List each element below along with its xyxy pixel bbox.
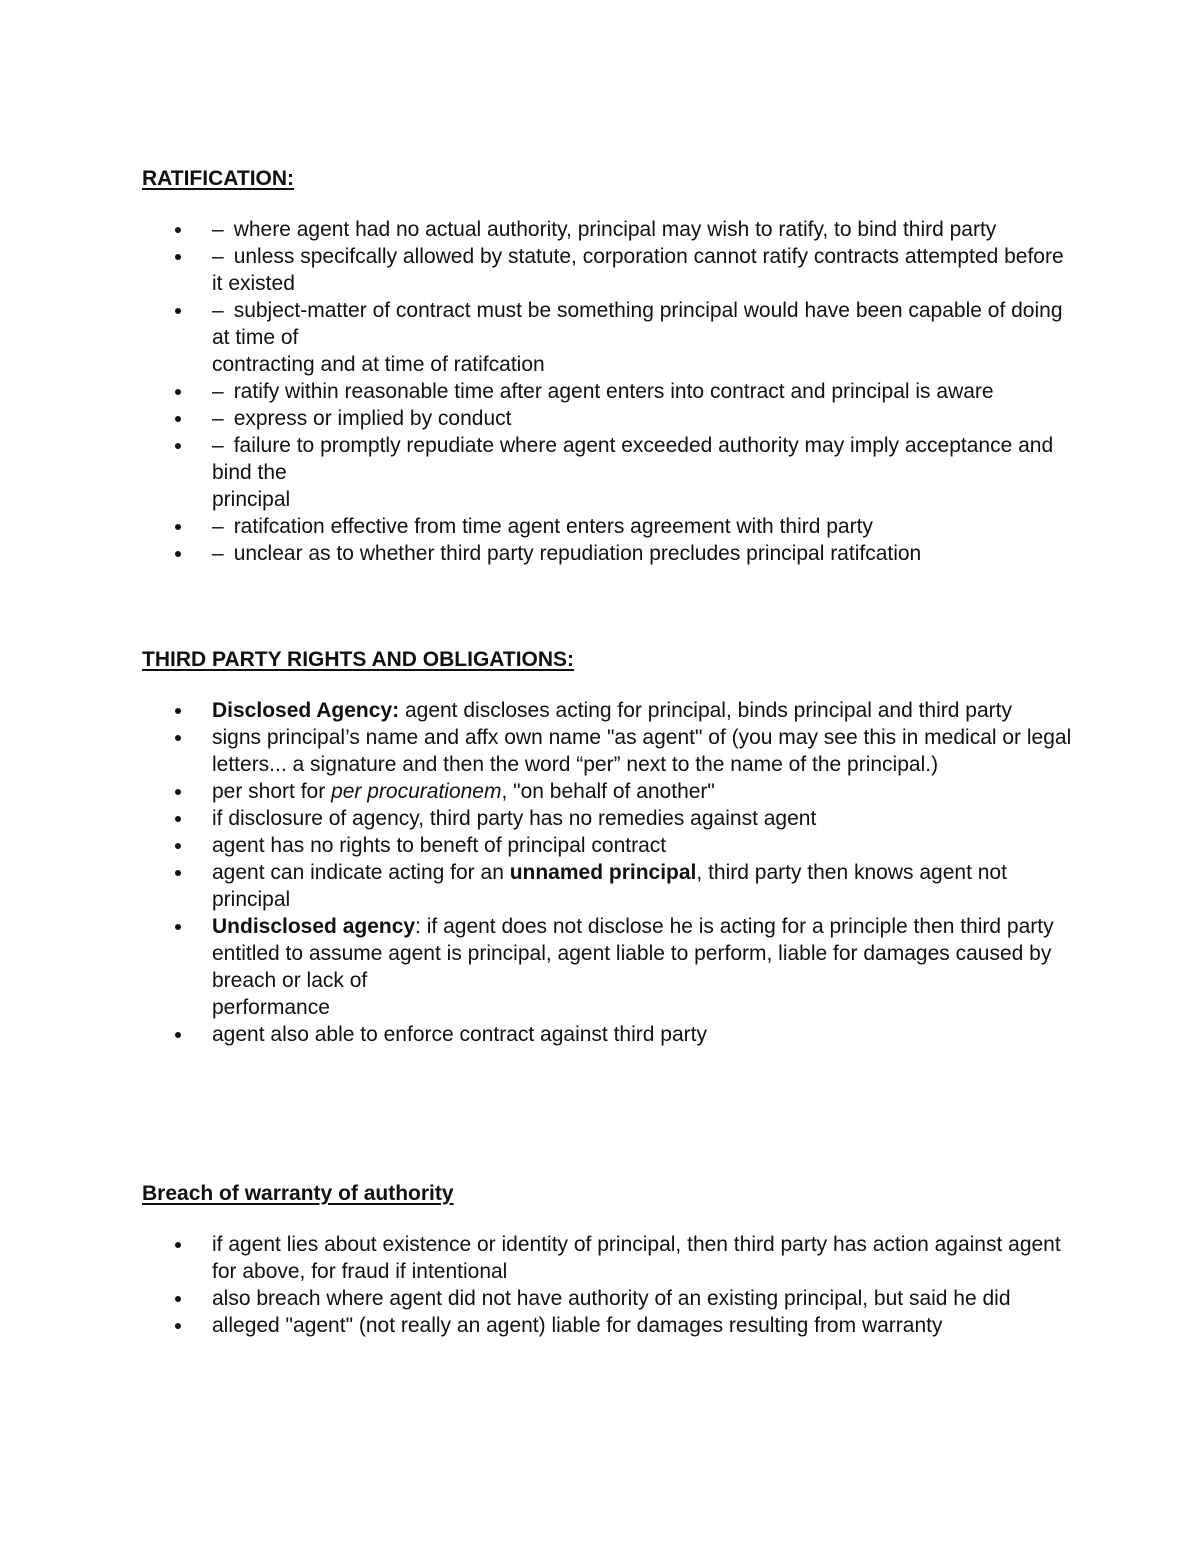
list-item bbox=[142, 1312, 1072, 1339]
list-item bbox=[142, 859, 1072, 913]
dash-mark: – bbox=[212, 299, 224, 322]
bullet-icon bbox=[175, 254, 181, 260]
list-item-text: where agent had no actual authority, principal may wish to ratify, to bind third party bbox=[233, 218, 997, 241]
list-item-text-continued: principal bbox=[212, 488, 291, 511]
breach-list bbox=[142, 1231, 1072, 1339]
list-item-text-suffix: , "on behalf of another" bbox=[501, 780, 715, 803]
dash-mark: – bbox=[212, 434, 224, 457]
list-item bbox=[142, 1231, 1072, 1285]
list-item bbox=[142, 778, 1072, 805]
ratification-section bbox=[142, 165, 1072, 567]
list-item-text: alleged "agent" (not really an agent) liable for damages resulting from warranty bbox=[212, 1314, 943, 1337]
dash-mark: – bbox=[212, 407, 224, 430]
list-item-text: unless specifcally allowed by statute, corporation cannot ratify contracts attempted before it existed bbox=[212, 245, 1064, 295]
list-item-text: ratifcation effective from time agent enters agreement with third party bbox=[233, 515, 873, 538]
bullet-icon bbox=[175, 1323, 181, 1329]
breach-section bbox=[142, 1180, 1072, 1339]
bullet-icon bbox=[175, 708, 181, 714]
list-item bbox=[142, 1021, 1072, 1048]
list-item bbox=[142, 216, 1072, 243]
list-item-text-continued: contracting and at time of ratifcation bbox=[212, 353, 545, 376]
list-item-text: subject-matter of contract must be something principal would have been capable of doing at time of bbox=[212, 299, 1063, 349]
list-item-text: also breach where agent did not have authority of an existing principal, but said he did bbox=[212, 1287, 1011, 1310]
list-item bbox=[142, 832, 1072, 859]
dash-mark: – bbox=[212, 515, 224, 538]
italic-term: per procurationem bbox=[331, 780, 502, 803]
breach-heading: Breach of warranty of authority bbox=[142, 1182, 454, 1205]
list-item-text: if disclosure of agency, third party has no remedies against agent bbox=[212, 807, 817, 830]
list-item-text-suffix: , third party then knows agent not principal bbox=[212, 861, 1007, 911]
dash-mark: – bbox=[212, 542, 224, 565]
list-item bbox=[142, 540, 1072, 567]
ratification-heading: RATIFICATION: bbox=[142, 167, 295, 190]
bullet-icon bbox=[175, 816, 181, 822]
list-item-text: if agent lies about existence or identity of principal, then third party has action against agent for above, for fraud if intentional bbox=[212, 1233, 1061, 1283]
list-item bbox=[142, 378, 1072, 405]
list-item bbox=[142, 1285, 1072, 1312]
bullet-icon bbox=[175, 524, 181, 530]
bullet-icon bbox=[175, 389, 181, 395]
list-item bbox=[142, 405, 1072, 432]
bullet-icon bbox=[175, 416, 181, 422]
bold-term: Disclosed Agency: bbox=[212, 699, 400, 722]
bullet-icon bbox=[175, 443, 181, 449]
bold-term: unnamed principal bbox=[509, 861, 697, 884]
dash-mark: – bbox=[212, 380, 224, 403]
third-party-list bbox=[142, 697, 1072, 1048]
list-item bbox=[142, 913, 1072, 1021]
bullet-icon bbox=[175, 227, 181, 233]
list-item-text: : if agent does not disclose he is acting for a principle then third party entitled to assume agent is principal, agent liable to perform, liable for damages caused by breach or lack of bbox=[212, 915, 1054, 992]
bold-term: Undisclosed agency bbox=[212, 915, 416, 938]
list-item-text: agent also able to enforce contract against third party bbox=[212, 1023, 707, 1046]
list-item bbox=[142, 432, 1072, 513]
bullet-icon bbox=[175, 924, 181, 930]
list-item bbox=[142, 697, 1072, 724]
bullet-icon bbox=[175, 735, 181, 741]
list-item bbox=[142, 243, 1072, 297]
bullet-icon bbox=[175, 789, 181, 795]
list-item-text: ratify within reasonable time after agent enters into contract and principal is aware bbox=[233, 380, 994, 403]
list-item-text-continued: performance bbox=[212, 996, 330, 1019]
dash-mark: – bbox=[212, 218, 224, 241]
list-item-text: per short for bbox=[212, 780, 332, 803]
ratification-list bbox=[142, 216, 1072, 567]
third-party-heading: THIRD PARTY RIGHTS AND OBLIGATIONS: bbox=[142, 648, 575, 671]
third-party-section bbox=[142, 646, 1072, 1048]
bullet-icon bbox=[175, 308, 181, 314]
bullet-icon bbox=[175, 1242, 181, 1248]
list-item bbox=[142, 724, 1072, 778]
bullet-icon bbox=[175, 843, 181, 849]
list-item-text: agent can indicate acting for an bbox=[212, 861, 510, 884]
bullet-icon bbox=[175, 551, 181, 557]
list-item bbox=[142, 297, 1072, 378]
dash-mark: – bbox=[212, 245, 224, 268]
list-item-text: agent has no rights to beneft of principal contract bbox=[212, 834, 667, 857]
list-item-text: express or implied by conduct bbox=[233, 407, 512, 430]
bullet-icon bbox=[175, 1032, 181, 1038]
list-item bbox=[142, 513, 1072, 540]
bullet-icon bbox=[175, 1296, 181, 1302]
bullet-icon bbox=[175, 870, 181, 876]
list-item-text: unclear as to whether third party repudiation precludes principal ratifcation bbox=[233, 542, 922, 565]
list-item-text: agent discloses acting for principal, binds principal and third party bbox=[399, 699, 1012, 722]
list-item-text: signs principal’s name and affx own name "as agent" of (you may see this in medical or legal letters... a signature and then the word “per” next to the name of the principal.) bbox=[212, 726, 1072, 776]
list-item-text: failure to promptly repudiate where agent exceeded authority may imply acceptance and bind the bbox=[212, 434, 1054, 484]
list-item bbox=[142, 805, 1072, 832]
